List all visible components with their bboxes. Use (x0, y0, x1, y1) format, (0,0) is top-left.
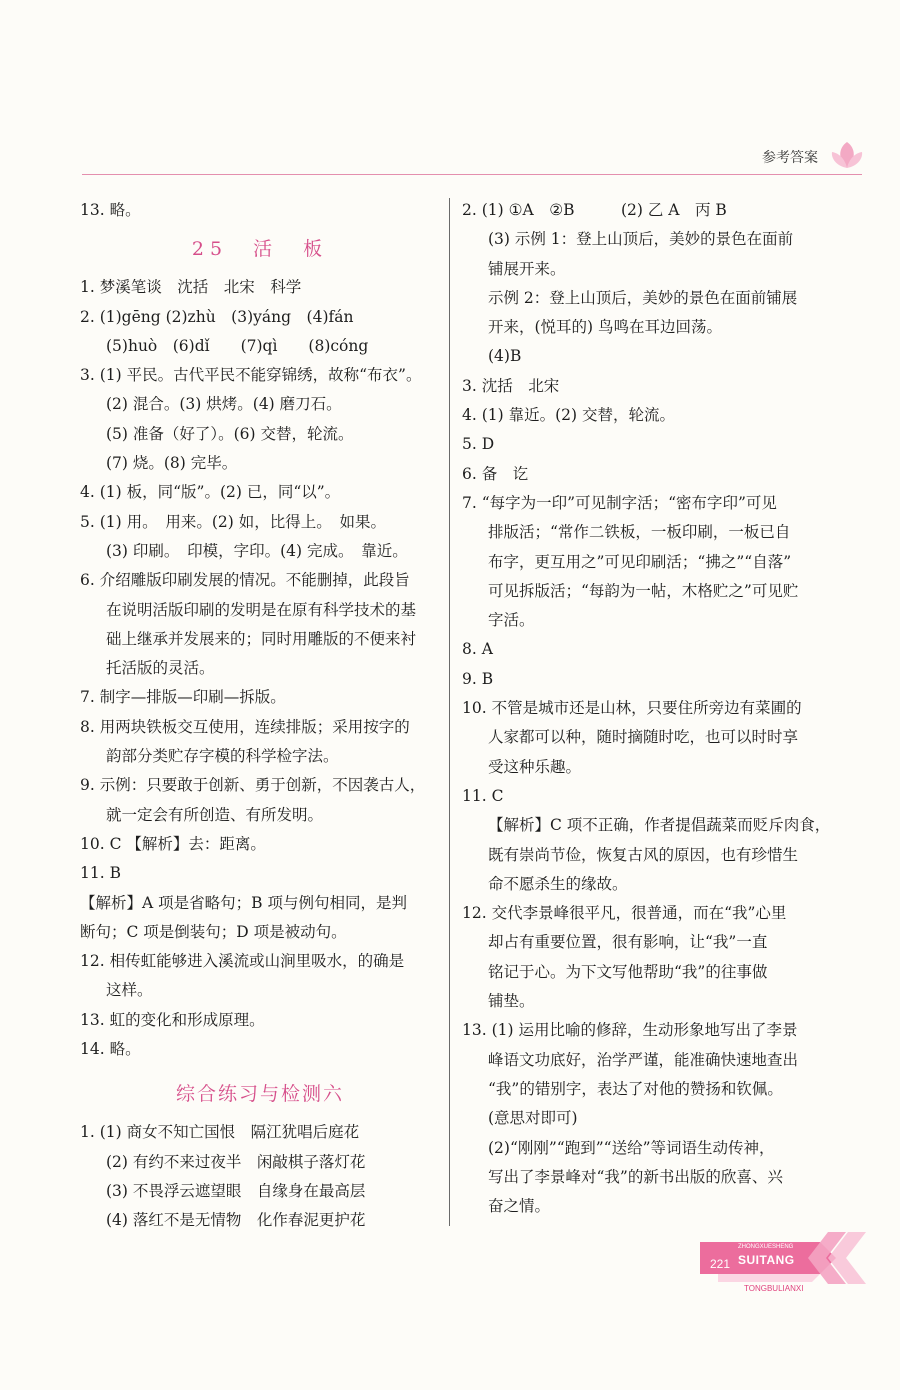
answer-line: (5) 准备（好了）。(6) 交替，轮流。 (106, 424, 354, 443)
right-column (462, 196, 832, 1221)
answer-line: 3. (1) 平民。古代平民不能穿锦绣，故称“布衣”。 (80, 366, 422, 385)
answer-line: (2) 有约不来过夜半 闲敲棋子落灯花 (106, 1152, 366, 1171)
answer-line: 6. 介绍雕版印刷发展的情况。不能删掉，此段旨 (80, 571, 410, 590)
answer-line: 4. (1) 板，同“版”。(2) 已，同“以”。 (80, 483, 341, 502)
answer-line: (2) 混合。(3) 烘烤。(4) 磨刀石。 (106, 395, 342, 414)
answer-line: 字活。 (488, 611, 535, 630)
answer-line: 排版活；“常作二铁板，一板印刷，一板已自 (488, 523, 791, 542)
answer-line: 6. 备 讫 (462, 464, 529, 483)
answer-line: 13. (1) 运用比喻的修辞，生动形象地写出了李景 (462, 1021, 798, 1040)
column-divider (449, 198, 450, 1226)
answer-line: 11. C (462, 786, 504, 805)
answer-line: 1. (1) 商女不知亡国恨 隔江犹唱后庭花 (80, 1123, 360, 1142)
answer-line: (2)“刚刚”“跑到”“送给”等词语生动传神， (488, 1138, 775, 1157)
answer-line: 既有崇尚节俭，恢复古风的原因，也有珍惜生 (488, 845, 799, 864)
answer-line: 3. 沈括 北宋 (462, 376, 560, 395)
answer-line: 5. D (462, 435, 495, 454)
header-rule (82, 174, 862, 175)
answer-line: “我”的错别字，表达了对他的赞扬和钦佩。 (488, 1079, 783, 1098)
answer-line: (意思对即可) (488, 1109, 578, 1128)
answer-line: 2. (1)gēng (2)zhù (3)yáng (4)fán (80, 307, 354, 326)
answer-line: 在说明活版印刷的发明是在原有科学技术的基 (106, 600, 417, 619)
answer-line: 12. 相传虹能够进入溪流或山涧里吸水，的确是 (80, 952, 405, 971)
answer-line: (3) 示例 1：登上山顶后，美妙的景色在面前 (488, 230, 794, 249)
answer-line: 命不愿杀生的缘故。 (488, 874, 628, 893)
left-column (80, 196, 440, 1236)
answer-line: 写出了李景峰对“我”的新书出版的欣喜、兴 (488, 1167, 783, 1186)
answer-line: 断句；C 项是倒装句；D 项是被动句。 (80, 922, 347, 941)
answer-line: 就一定会有所创造、有所发明。 (106, 805, 324, 824)
answer-line: 12. 交代李景峰很平凡，很普通，而在“我”心里 (462, 904, 787, 923)
answer-line: 8. A (462, 640, 493, 659)
section-title-huoban: 25 活 板 (191, 238, 329, 261)
answer-line: 【解析】C 项不正确，作者提倡蔬菜而贬斥肉食， (488, 816, 831, 835)
answer-line: (5)huò (6)dǐ (7)qì (8)cóng (106, 336, 369, 355)
answer-line: 8. 用两块铁板交互使用，连续排版；采用按字的 (80, 717, 410, 736)
answer-line: 铺垫。 (488, 992, 535, 1011)
answer-line: 2. (1) ①A ②B (2) 乙 A 丙 B (462, 201, 727, 219)
section-title-practice: 综合练习与检测六 (175, 1083, 344, 1106)
answer-line: 13. 虹的变化和形成原理。 (80, 1010, 265, 1029)
answer-line: 托活版的灵活。 (106, 659, 215, 678)
badge-bottom-text: TONGBULIANXI (744, 1284, 804, 1293)
answer-line: 11. B (80, 864, 121, 883)
badge-text: SUITANG (738, 1253, 795, 1267)
answer-line: 7. “每字为一印”可见制字活；“密布字印”可见 (462, 493, 777, 512)
answer-line: 9. B (462, 669, 494, 688)
answer-line: 可见拆版活；“每韵为一帖，木格贮之”可见贮 (488, 581, 799, 600)
answer-line: (3) 印刷。 印模，字印。(4) 完成。 靠近。 (106, 541, 408, 560)
answer-line: 奋之情。 (488, 1197, 551, 1216)
answer-line: 受这种乐趣。 (488, 757, 582, 776)
badge-top-text: ZHONGXUESHENG (738, 1244, 794, 1250)
answer-line: (7) 烧。(8) 完毕。 (106, 454, 238, 473)
leaf-icon (830, 138, 864, 172)
answer-line: (4)B (488, 347, 522, 366)
answer-line: 7. 制字—排版—印刷—拆版。 (80, 688, 286, 707)
answer-line: 1. 梦溪笔谈 沈括 北宋 科学 (80, 278, 302, 297)
answer-line: 14. 略。 (80, 1040, 141, 1059)
page-header-label: 参考答案 (762, 150, 818, 166)
answer-line: 峰语文功底好，治学严谨，能准确快速地查出 (488, 1050, 799, 1069)
answer-line: (4) 落红不是无情物 化作春泥更护花 (106, 1211, 366, 1230)
answer-line: 铺展开来。 (488, 259, 566, 278)
answer-line: 人家都可以种，随时摘随时吃，也可以时时享 (488, 728, 799, 747)
answer-line: 础上继承并发展来的；同时用雕版的不便来衬 (106, 629, 417, 648)
answer-line: 13. 略。 (80, 201, 141, 219)
page-number: 221 (710, 1257, 731, 1271)
answer-line: (3) 不畏浮云遮望眼 自缘身在最高层 (106, 1181, 366, 1200)
answer-line: 示例 2：登上山顶后，美妙的景色在面前铺展 (488, 288, 798, 307)
answer-line: 却占有重要位置，很有影响，让“我”一直 (488, 933, 768, 952)
answer-line: 10. 不管是城市还是山林，只要住所旁边有菜圃的 (462, 699, 802, 718)
answer-line: 9. 示例：只要敢于创新、勇于创新，不因袭古人， (80, 776, 426, 795)
answer-line: 4. (1) 靠近。(2) 交替，轮流。 (462, 406, 675, 425)
answer-line: 【解析】A 项是省略句；B 项与例句相同，是判 (80, 893, 407, 912)
answer-line: 布字，更互用之”可见印刷活；“拂之”“自落” (488, 552, 792, 571)
answer-line: 韵部分类贮存字模的科学检字法。 (106, 747, 339, 766)
answer-line: 这样。 (106, 981, 153, 1000)
answer-line: 铭记于心。为下文写他帮助“我”的往事做 (488, 962, 768, 981)
answer-line: 开来，(悦耳的) 鸟鸣在耳边回荡。 (488, 318, 723, 337)
answer-line: 5. (1) 用。 用来。(2) 如，比得上。 如果。 (80, 512, 386, 531)
answer-line: 10. C 【解析】去：距离。 (80, 834, 266, 853)
